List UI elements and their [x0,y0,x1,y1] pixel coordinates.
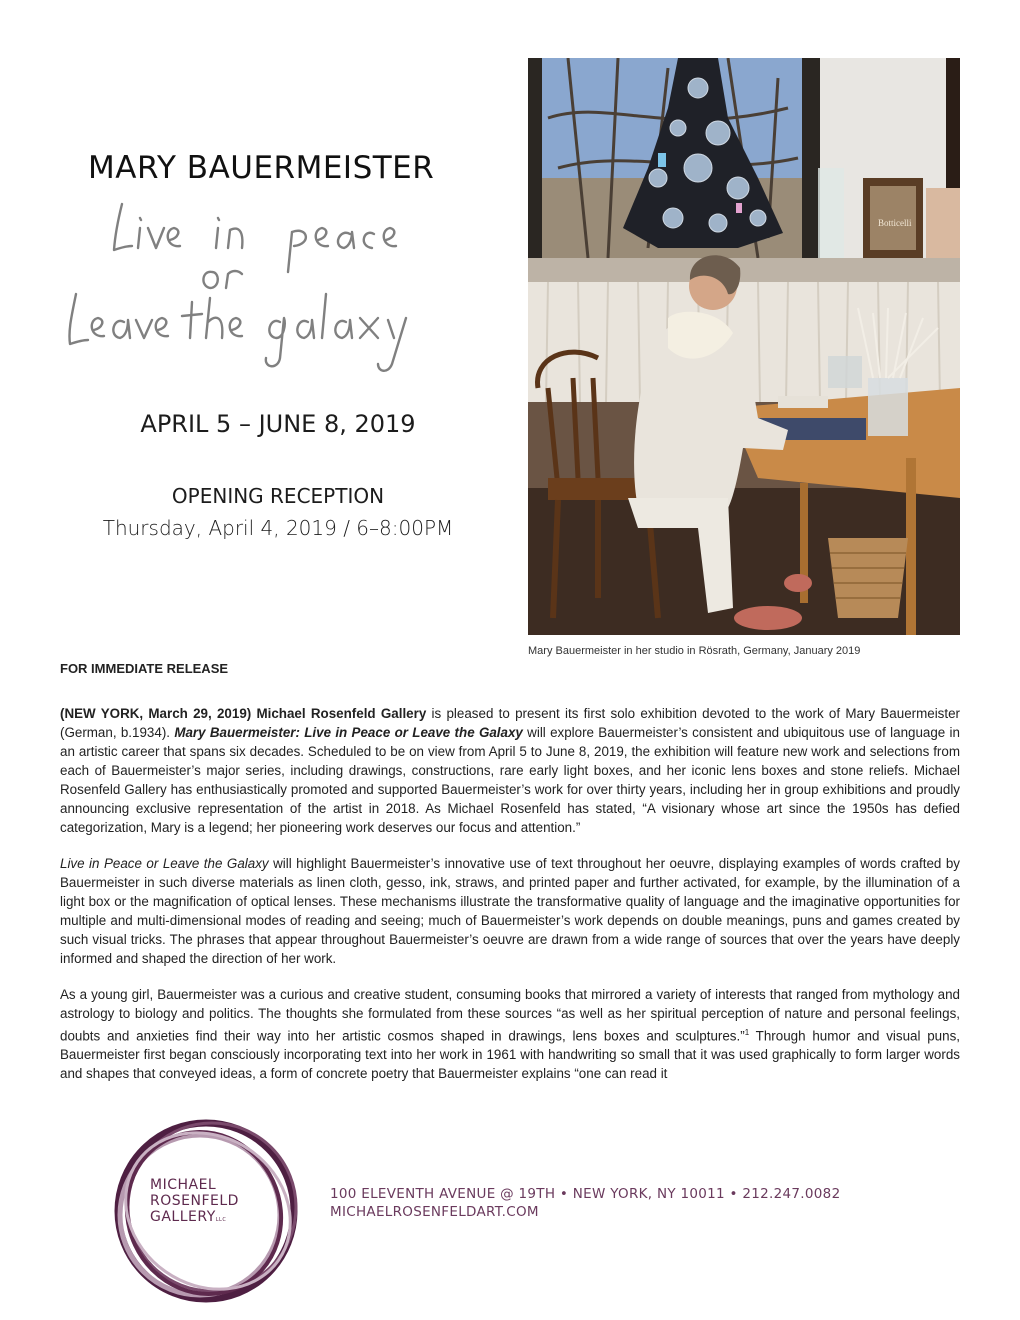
dateline: (NEW YORK, March 29, 2019) Michael Rosenfeld Gallery [60,706,427,721]
photo-caption: Mary Bauermeister in her studio in Rösrath, Germany, January 2019 [528,645,861,657]
exhibition-title-italic: Live in Peace or Leave the Galaxy [60,856,269,871]
exhibition-artist-title: MARY BAUERMEISTER [88,150,435,186]
paragraph-1: (NEW YORK, March 29, 2019) Michael Rosenfeld Gallery is pleased to present its first solo exhibition devoted to the work of Mary Bauermeister (German, b.1934). Mary Bauermeister: Live in Peace or Leave the Galaxy will explore Bauermeister’s consistent and ubiquitous use of language in an artistic career that spans six decades. Scheduled to be on view from April 5 to June 8, 2019, the exhibition will feature new work and selections from each of Bauermeister’s major series, including drawings, constructions, rare early light boxes, and her iconic lens boxes and stone reliefs. Michael Rosenfeld Gallery has enthusiastically promoted and supported Bauermeister’s work for over thirty years, including her in group exhibitions and proudly announcing exclusive representation of the artist in 2018. As Michael Rosenfeld has stated, “A visionary whose art since the 1950s has defied categorization, Mary is a legend; her pioneering work deserves our focus and attention.” [60,706,961,835]
press-release-body [60,704,960,1100]
opening-reception-heading: OPENING RECEPTION [171,484,385,508]
footnote-marker: 1 [744,1028,750,1037]
book-label: Botticelli [878,218,912,228]
gallery-logo-text: MICHAEL ROSENFELD GALLERYLLC [150,1177,239,1225]
exhibition-title-italic: Mary Bauermeister: Live in Peace or Leave the Galaxy [174,725,523,740]
gallery-address [330,1185,840,1221]
exhibition-dates: APRIL 5 – JUNE 8, 2019 [140,410,416,438]
artist-studio-photo [528,58,960,635]
paragraph-2: Live in Peace or Leave the Galaxy will highlight Bauermeister’s innovative use of text throughout her oeuvre, displaying examples of words crafted by Bauermeister in such diverse materials as linen cloth, gesso, ink, straws, and printed paper and further activated, for example, by the illumination of a light box or the magnification of optical lenses. These mechanisms illustrate the transformative quality of language and the imaginative opportunities for multiple and multi-dimensional modes of reading and seeing; much of Bauermeister’s work depends on double meanings, puns and games created by such visual tricks. The phrases that appear throughout Bauermeister’s oeuvre are drawn from a wide range of sources that over the years have deeply informed and shaped the direction of her work. [60,856,960,966]
paragraph-3: As a young girl, Bauermeister was a curious and creative student, consuming books that mirrored a variety of interests that ranged from mythology and astrology to biology and politics. The thoughts she formulated from these sources “as well as her spiritual perception of nature and personal feelings, doubts and anxieties find their way into her artistic cosmos shaped in drawings, lens boxes and sculptures.”$^1$ Through humor and visual puns, Bauermeister first began consciously incorporating text into her work in 1961 with handwriting so small that it was used graphically to form larger words and shapes that conveyed ideas, a form of concrete poetry that Bauermeister explains “one can read it [60,987,960,1082]
address-line: 100 ELEVENTH AVENUE @ 19TH • NEW YORK, NY 10011 • 212.247.0082 [330,1186,841,1202]
release-label: FOR IMMEDIATE RELEASE [60,661,229,676]
handwritten-exhibition-title [60,198,480,378]
website-link[interactable]: MICHAELROSENFELDART.COM [330,1204,539,1220]
opening-reception-time: Thursday, April 4, 2019 / 6–8:00PM [102,516,454,540]
